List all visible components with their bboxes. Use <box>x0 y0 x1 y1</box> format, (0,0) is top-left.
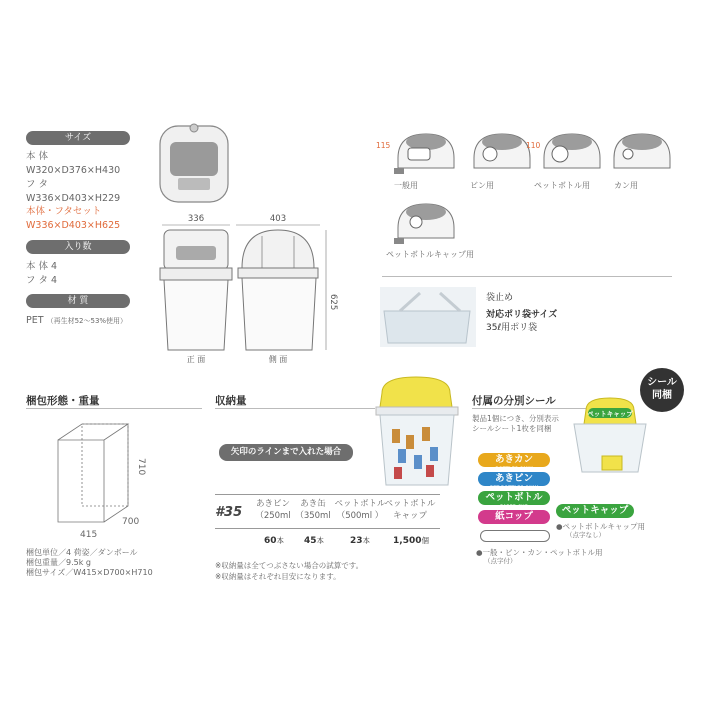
capacity-note-1: ※収納量は全てつぶさない場合の試算です。 <box>215 561 364 570</box>
sticker-pet-text: ペットボトル <box>485 492 543 503</box>
sticker-cup-text: 紙コップ <box>495 511 533 522</box>
front-view-drawing <box>160 230 232 350</box>
capacity-header-can: あき缶 （350ml <box>295 499 331 521</box>
sticker-bottle <box>478 467 550 486</box>
capacity-header-pet: ペットボトル （500ml ） <box>334 499 386 521</box>
packing-line-1: 梱包単位／4 荷姿／ダンボール <box>26 548 138 557</box>
sticker-bottle-text: あきビン <box>494 473 533 484</box>
size-set-label: 本体・フタセット <box>26 206 102 217</box>
capacity-model: #35 <box>215 505 243 520</box>
lid-general-drawing <box>394 134 454 174</box>
size-body-value: W320×D376×H430 <box>26 165 121 176</box>
capacity-rule <box>215 408 375 409</box>
bag-size-text: 35ℓ用ポリ袋 <box>486 323 538 333</box>
packing-dim-d: 700 <box>122 517 140 527</box>
capacity-num-can: 45 <box>303 536 317 546</box>
quantity-header: 入り数 <box>26 240 130 254</box>
packing-box-drawing <box>40 414 160 542</box>
capacity-num-pet: 23 <box>349 536 363 546</box>
stickers-desc-2: シールシート1枚を同梱 <box>472 424 552 433</box>
capacity-num-cap: 1,500 <box>393 536 422 546</box>
sticker-can-text: あきカン <box>494 454 533 465</box>
capacity-banner: 矢印のラインまで入れた場合 <box>219 444 353 461</box>
packing-dim-h: 710 <box>136 458 146 476</box>
lid-label-cap: ペットボトルキャップ用 <box>386 250 474 259</box>
bag-size-title: 対応ポリ袋サイズ <box>486 310 558 320</box>
material-text <box>26 314 127 328</box>
stickers-desc-1: 製品1個につき、分別表示 <box>472 414 559 423</box>
capacity-unit-can: 本 <box>316 536 325 545</box>
sticker-can <box>478 448 550 467</box>
packing-line-2: 梱包重量／9.5k g <box>26 558 91 567</box>
divider <box>382 276 672 277</box>
braille-sticker-outline <box>480 530 550 542</box>
quantity-body: 本 体 4 <box>26 261 58 272</box>
side-label: 側 面 <box>268 355 288 364</box>
cap-lid-photo <box>566 396 652 488</box>
lid-cap-drawing <box>394 204 454 244</box>
badge-line-2: 同梱 <box>652 390 672 401</box>
lid-dim-general: 115 <box>376 141 391 150</box>
capacity-note-2: ※収納量はそれぞれ目安になります。 <box>215 572 341 581</box>
size-lid-label: フ タ <box>26 179 49 190</box>
quantity-lid: フ タ 4 <box>26 275 58 286</box>
capacity-value-bottle <box>254 535 294 546</box>
general-caption-2: （点字付） <box>484 557 517 565</box>
lid-bottle-drawing <box>474 134 530 168</box>
height-dim: 625 <box>328 294 338 311</box>
capacity-value-pet <box>338 535 382 546</box>
sticker-cap <box>556 499 634 518</box>
size-lid-value: W336×D403×H229 <box>26 193 121 204</box>
capacity-value-can <box>294 535 334 546</box>
material-header: 材 質 <box>26 294 130 308</box>
size-body-label: 本 体 <box>26 151 49 162</box>
capacity-unit-cap: 個 <box>421 536 429 545</box>
capacity-num-bottle: 60 <box>263 536 277 546</box>
stickers-title: 付属の分別シール <box>472 395 556 407</box>
cap-caption-1: ●ペットボトルキャップ用 <box>556 522 646 531</box>
size-header: サイズ <box>26 131 130 145</box>
product-drawings <box>150 118 370 378</box>
badge-line-1: シール <box>647 377 677 388</box>
packing-title: 梱包形態・重量 <box>26 395 100 407</box>
side-view-drawing <box>238 230 318 350</box>
capacity-bin-photo <box>372 373 462 489</box>
lid-label-bottle: ビン用 <box>470 181 494 190</box>
capacity-title: 収納量 <box>215 395 247 407</box>
capacity-table-top <box>215 494 440 495</box>
capacity-header-cap: ペットボトル キャップ <box>384 499 436 521</box>
capacity-header-bottle: あきビン （250ml <box>255 499 291 521</box>
top-view-drawing <box>160 124 228 202</box>
lid-can-drawing <box>614 134 670 168</box>
sticker-bottle-top: BOTTLES ONLY <box>495 467 533 472</box>
sticker-cup <box>478 505 550 524</box>
packing-rule <box>26 408 202 409</box>
material-value: PET <box>26 315 44 326</box>
packing-dim-w: 415 <box>80 530 98 540</box>
capacity-value-cap <box>386 535 436 546</box>
side-width-dim: 403 <box>269 214 287 224</box>
sticker-can-top: CANS ONLY <box>499 448 529 453</box>
sticker-cap-text: ペットキャップ <box>561 505 629 516</box>
lid-pet-drawing <box>544 134 600 168</box>
front-width-dim: 336 <box>187 214 205 224</box>
lid-label-pet: ペットボトル用 <box>534 181 590 190</box>
lid-label-can: カン用 <box>614 181 638 190</box>
sticker-pet <box>478 486 550 505</box>
packing-line-3: 梱包サイズ／W415×D700×H710 <box>26 568 153 577</box>
sticker-cap-top: PET BOTTLES CAP ONLY <box>565 499 625 504</box>
sticker-pet-top: PET BOTTLES ONLY <box>489 486 539 491</box>
capacity-table-mid <box>215 528 440 529</box>
bag-holder-photo <box>380 287 476 347</box>
capacity-unit-pet: 本 <box>362 536 371 545</box>
cap-lid-label: ペットキャップ <box>587 410 633 418</box>
sticker-cup-top: PAPER CUP <box>499 505 529 510</box>
bag-title: 袋止め <box>486 293 514 303</box>
capacity-unit-bottle: 本 <box>276 536 285 545</box>
lid-dim-pet: 110 <box>526 141 541 150</box>
general-caption-1: ●一般・ビン・カン・ペットボトル用 <box>476 548 603 557</box>
lid-label-general: 一般用 <box>394 181 418 190</box>
cap-caption-2: （点字なし） <box>566 531 605 539</box>
size-set-value: W336×D403×H625 <box>26 220 121 231</box>
material-note: （再生材52〜53%使用） <box>46 317 128 325</box>
front-label: 正 面 <box>186 355 206 364</box>
